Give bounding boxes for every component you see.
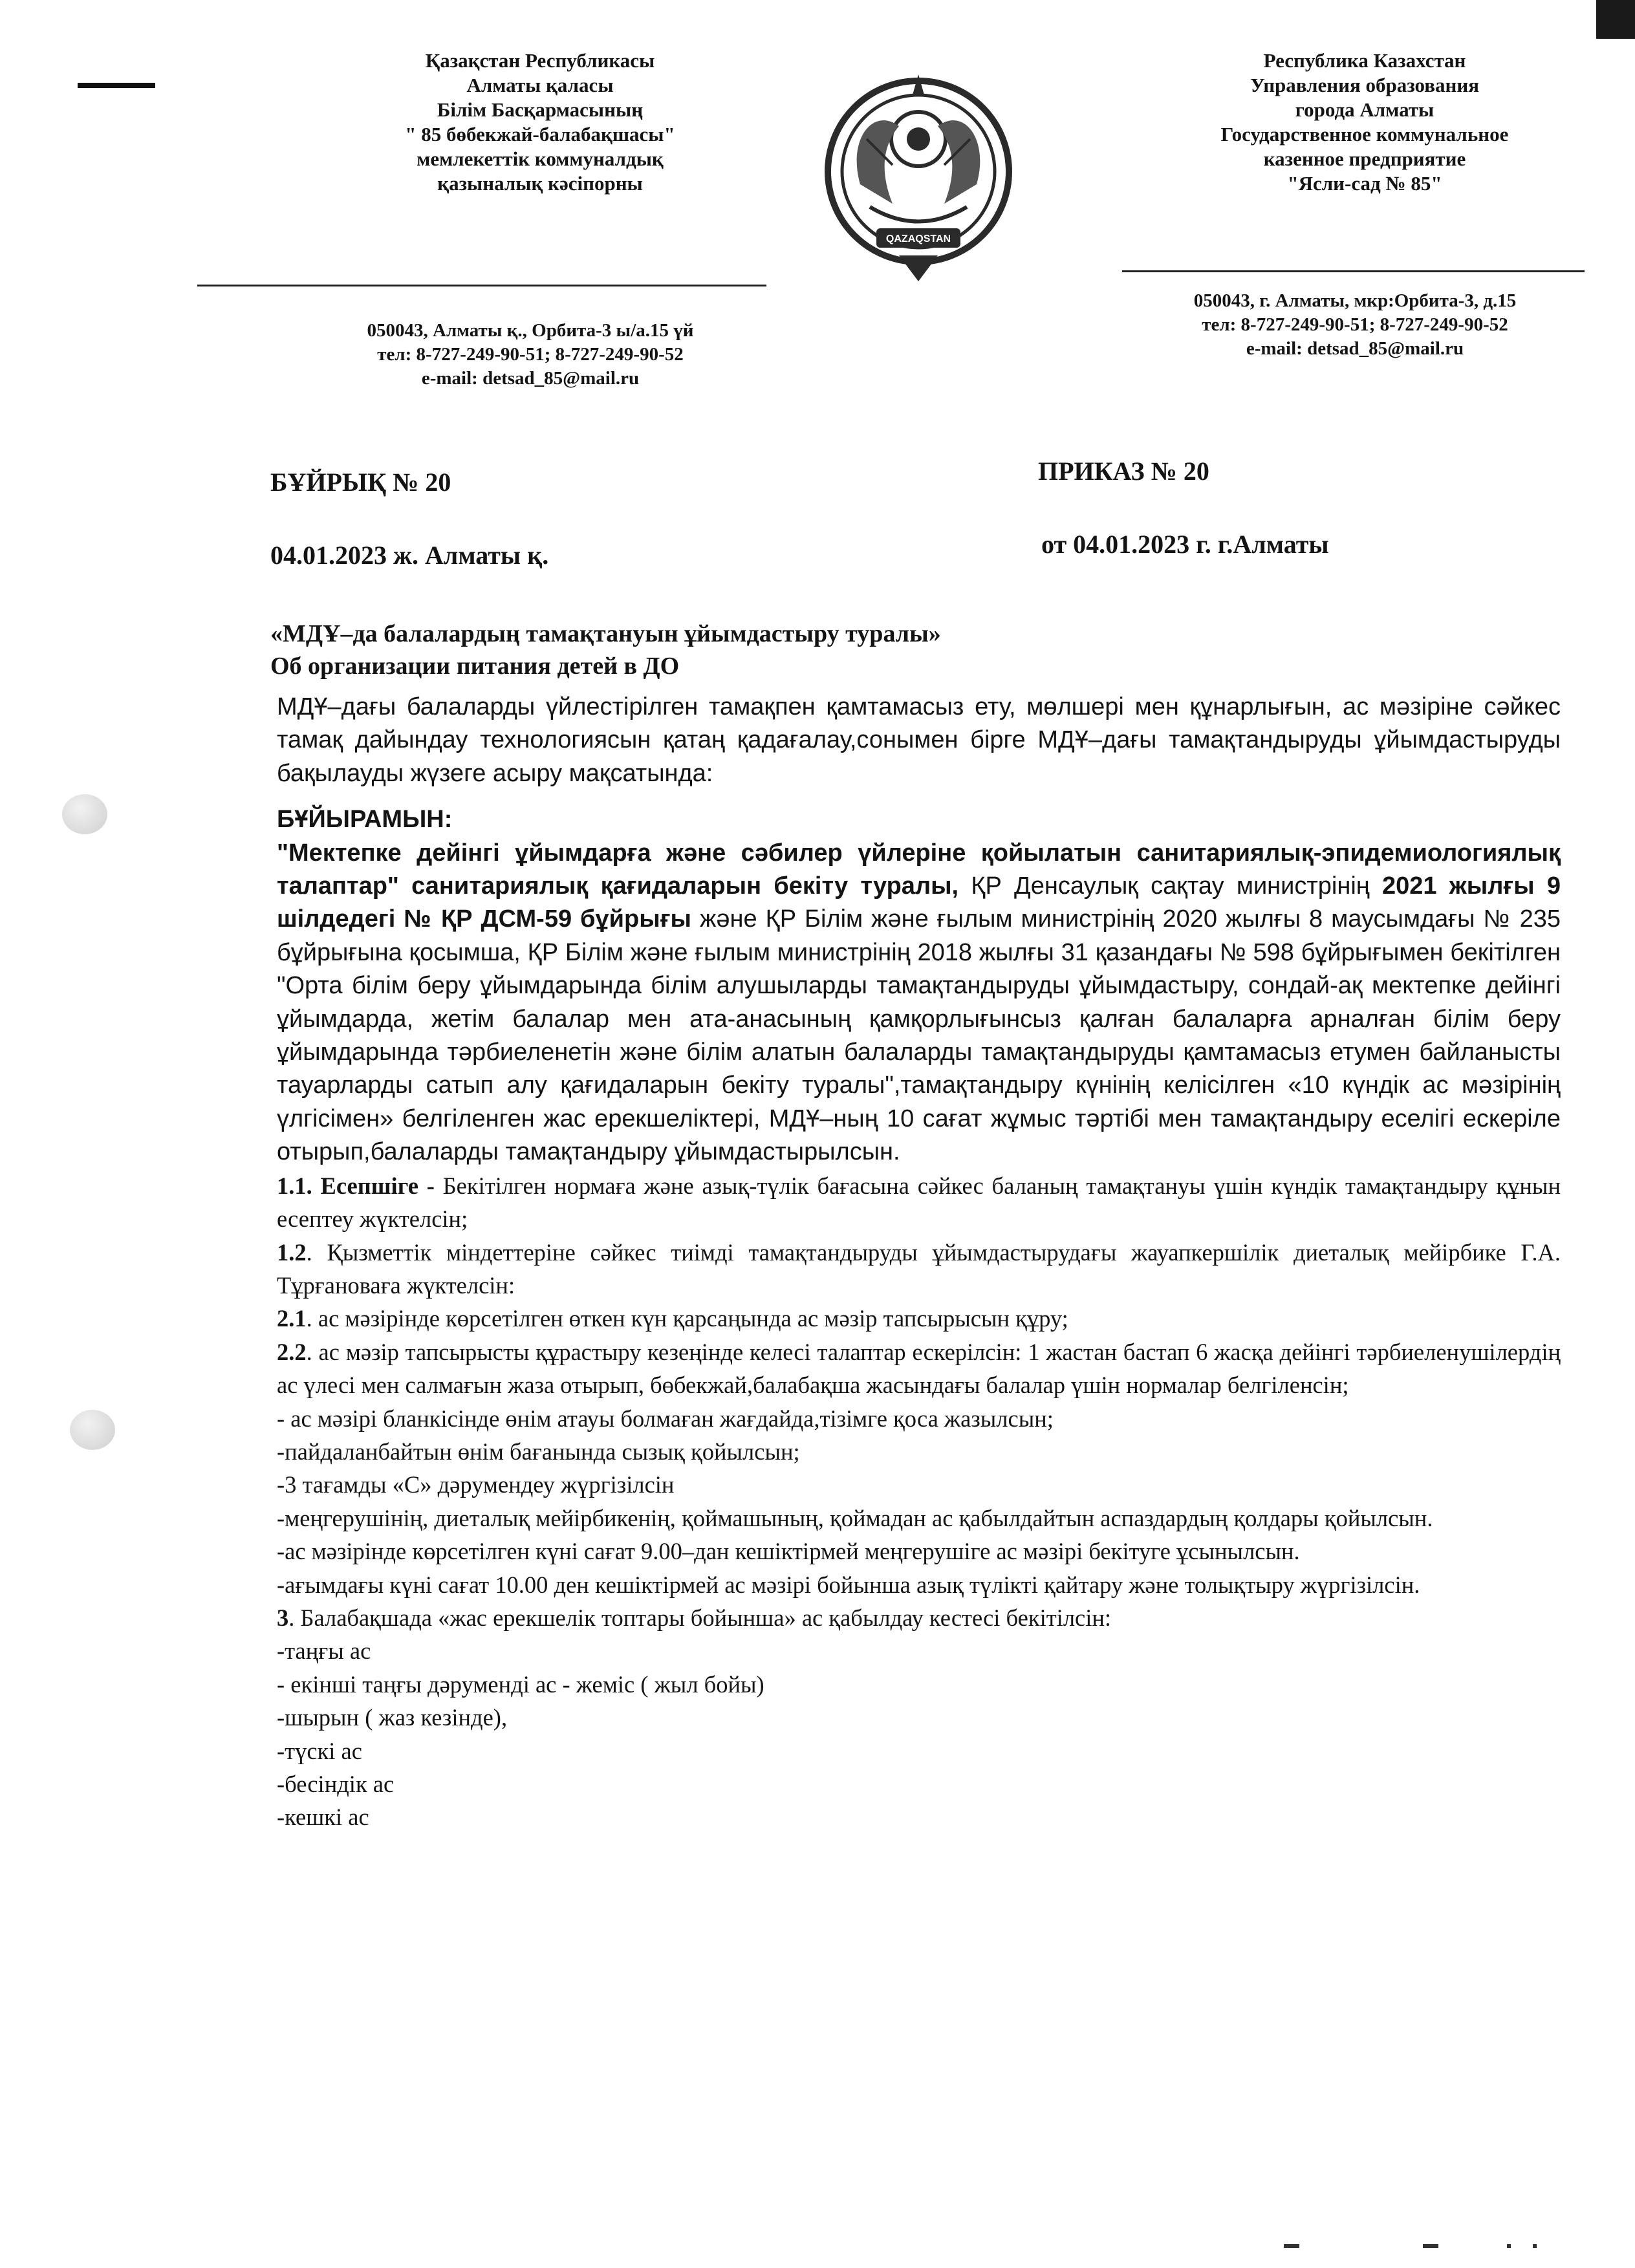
header-left-line: Қазақстан Республикасы [425, 49, 655, 72]
main-bold-order: 2021 жылғы 9 шілдедегі № ҚР ДСМ-59 бұйрығы [277, 872, 1561, 933]
state-emblem [821, 61, 1015, 288]
header-left-line: Алматы қаласы [466, 74, 614, 96]
header-left [259, 49, 821, 196]
meal-item: -шырын ( жаз кезінде), [277, 1704, 508, 1731]
header-right [1158, 49, 1572, 196]
address-left-email: e-mail: detsad_85@mail.ru [421, 368, 640, 389]
header-right-line: "Ясли-сад № 85" [1287, 172, 1442, 195]
intro-paragraph: МДҰ–дағы балаларды үйлестірілген тамақпен қамтамасыз ету, мөлшері мен құнарлығын, ас мәзіріне сәйкес тамақ дайындау технологиясын қатаң қадағалау,сонымен бірге МДҰ–дағы тамақтандыруды ұйымдастыруды бақылауды жүзеге асыру мақсатында: [277, 693, 1561, 787]
item-2-2-num: 2.2 [277, 1338, 307, 1365]
header-rule-left [197, 285, 766, 286]
header-right-line: Республика Казахстан [1263, 49, 1466, 72]
item-1-2 [277, 1236, 1561, 1302]
header-right-line: Управления образования [1250, 74, 1480, 96]
item-2-2 [277, 1335, 1561, 1402]
address-left-phone: тел: 8-727-249-90-51; 8-727-249-90-52 [377, 344, 684, 365]
meal-item: -кешкі ас [277, 1804, 369, 1831]
order-date-ru: от 04.01.2023 г. г.Алматы [1041, 530, 1329, 559]
item-2-1-num: 2.1 [277, 1305, 307, 1332]
scan-speck [1284, 2244, 1299, 2248]
main-text-2: және ҚР Білім және ғылым министрінің 2020 жылғы 8 маусымдағы № 235 бұйрығына қосымша, ҚР Білім және ғылым министрінің 2018 жылғы 31 қазандағы № 598 бұйрығымен бекітілген "Орта білім беру ұйымдарында білім алушыларды тамақтандыруды ұйымдастыру, сондай-ақ мектепке дейінгі ұйымдарда, жетім балалар мен ата-анасының қамқорлығынсыз қалған балаларға арналған білім беру ұйымдарында тәрбиеленетін және білім алатын балаларды тамақтандыруды қамтамасыз етумен байланысты тауарларды сатып алу қағидаларын бекіту туралы",тамақтандыру күнінің келісілген «10 күндік ас мәзірінің үлгісімен» белгіленген жас ерекшеліктері, МДҰ–ның 10 сағат жұмыс тәртібі мен тамақтандыру еселігі ескеріле отырып,балаларды тамақтандыру ұйымдастырылсын. [277, 905, 1561, 1166]
meal-item: - екінші таңғы дәруменді ас - жеміс ( жыл бойы) [277, 1670, 764, 1698]
scan-speck [1507, 2244, 1511, 2248]
main-bold-title: "Мектепке дейінгі ұйымдарға және сәбилер үйлеріне қойылатын санитариялық-эпидемиологиялық талаптар" санитариялық қағидаларын бекіту туралы, [277, 839, 1561, 900]
dash-item: - ас мәзірі бланкісінде өнім атауы болмаған жағдайда,тізімге қоса жазылсын; [277, 1405, 1054, 1432]
header-right-line: Государственное коммунальное [1220, 123, 1509, 146]
punch-hole-bottom [70, 1410, 115, 1450]
order-date-kz: 04.01.2023 ж. Алматы қ. [270, 541, 549, 570]
address-right-street: 050043, г. Алматы, мкр:Орбита-3, д.15 [1193, 290, 1517, 311]
meal-item: -бесіндік ас [277, 1771, 395, 1797]
emblem-text: QAZAQSTAN [885, 233, 951, 244]
item-2-2-text: . ас мәзір тапсырысты құрастыру кезеңінде келесі талаптар ескерілсін: 1 жастан бастап 6 жасқа дейінгі тәрбиеленушілердің ас үлесі мен салмағын жаза отырып, бөбекжай,балабақша жасындағы балалар үшін нормалар белгіленсін; [277, 1338, 1561, 1399]
header-rule-right [1122, 270, 1585, 272]
header-left-line: Білім Басқармасының [437, 98, 644, 121]
scan-speck [1423, 2244, 1438, 2248]
meal-item: -түскі ас [277, 1737, 362, 1764]
address-right [1138, 289, 1572, 361]
item-1-1-num: 1.1. [277, 1172, 312, 1199]
header-right-line: казенное предприятие [1263, 147, 1466, 170]
item-3-text: . Балабақшада «жас ерекшелік топтары бойынша» ас қабылдау кестесі бекітілсін: [288, 1604, 1112, 1631]
dash-item: -3 тағамды «С» дәрумендеу жүргізілсін [277, 1471, 675, 1498]
scan-speck [1533, 2244, 1537, 2248]
order-number-ru: ПРИКАЗ № 20 [1038, 457, 1209, 486]
item-1-1-role: Есепшіге - [312, 1172, 443, 1199]
item-1-1-text: Бекітілген нормаға және азық-түлік бағасына сәйкес баланың тамақтануы үшін күндік тамақтандыру құнын есептеу жүктелсін; [277, 1172, 1561, 1233]
item-3 [277, 1601, 1561, 1634]
main-paragraph [277, 837, 1561, 1169]
item-1-1 [277, 1169, 1561, 1236]
order-heading: БҰЙЫРАМЫН: [277, 806, 453, 834]
item-1-2-num: 1.2 [277, 1238, 307, 1266]
header-left-line: мемлекеттік коммуналдық [417, 147, 664, 170]
dash-item: -ас мәзірінде көрсетілген күні сағат 9.00–дан кешіктірмей меңгерушіге ас мәзірі бекітуге ұсынылсын. [277, 1538, 1300, 1565]
item-3-num: 3 [277, 1604, 289, 1631]
address-left-street: 050043, Алматы қ., Орбита-3 ы/а.15 үй [367, 320, 694, 341]
corner-dash [78, 83, 155, 88]
header-left-line: " 85 бөбекжай-балабақшасы" [405, 123, 675, 146]
address-right-phone: тел: 8-727-249-90-51; 8-727-249-90-52 [1202, 314, 1508, 335]
dash-item: -ағымдағы күні сағат 10.00 ден кешіктірмей ас мәзірі бойынша азық түлікті қайтару және толықтыру жүргізілсін. [277, 1571, 1420, 1598]
meal-item: -таңғы ас [277, 1637, 371, 1665]
scan-edge [1596, 0, 1635, 39]
dash-item: -меңгерушінің, диеталық мейірбикенің, қоймашының, қоймадан ас қабылдайтын аспаздардың қолдары қойылсын. [277, 1504, 1433, 1531]
main-text-1: ҚР Денсаулық сақтау министрінің [958, 872, 1383, 900]
header-left-line: қазыналық кәсіпорны [437, 172, 643, 195]
title-kz: «МДҰ–да балалардың тамақтануын ұйымдастыру туралы» [270, 620, 941, 647]
document-title [270, 618, 941, 682]
document-body [277, 691, 1561, 1834]
title-ru: Об организации питания детей в ДО [270, 653, 680, 680]
address-left [259, 319, 802, 391]
address-right-email: e-mail: detsad_85@mail.ru [1246, 338, 1464, 359]
dash-item: -пайдаланбайтын өнім бағанында сызық қойылсын; [277, 1438, 800, 1465]
punch-hole-top [62, 794, 107, 834]
item-1-2-text: . Қызметтік міндеттеріне сәйкес тиімді тамақтандыруды ұйымдастырудағы жауапкершілік диеталық мейірбике Г.А. Тұрғановаға жүктелсін: [277, 1238, 1561, 1299]
header-right-line: города Алматы [1295, 98, 1435, 121]
item-2-1 [277, 1302, 1561, 1335]
order-number-kz: БҰЙРЫҚ № 20 [270, 468, 451, 497]
item-2-1-text: . ас мәзірінде көрсетілген өткен күн қарсаңында ас мәзір тапсырысын құру; [306, 1305, 1068, 1332]
